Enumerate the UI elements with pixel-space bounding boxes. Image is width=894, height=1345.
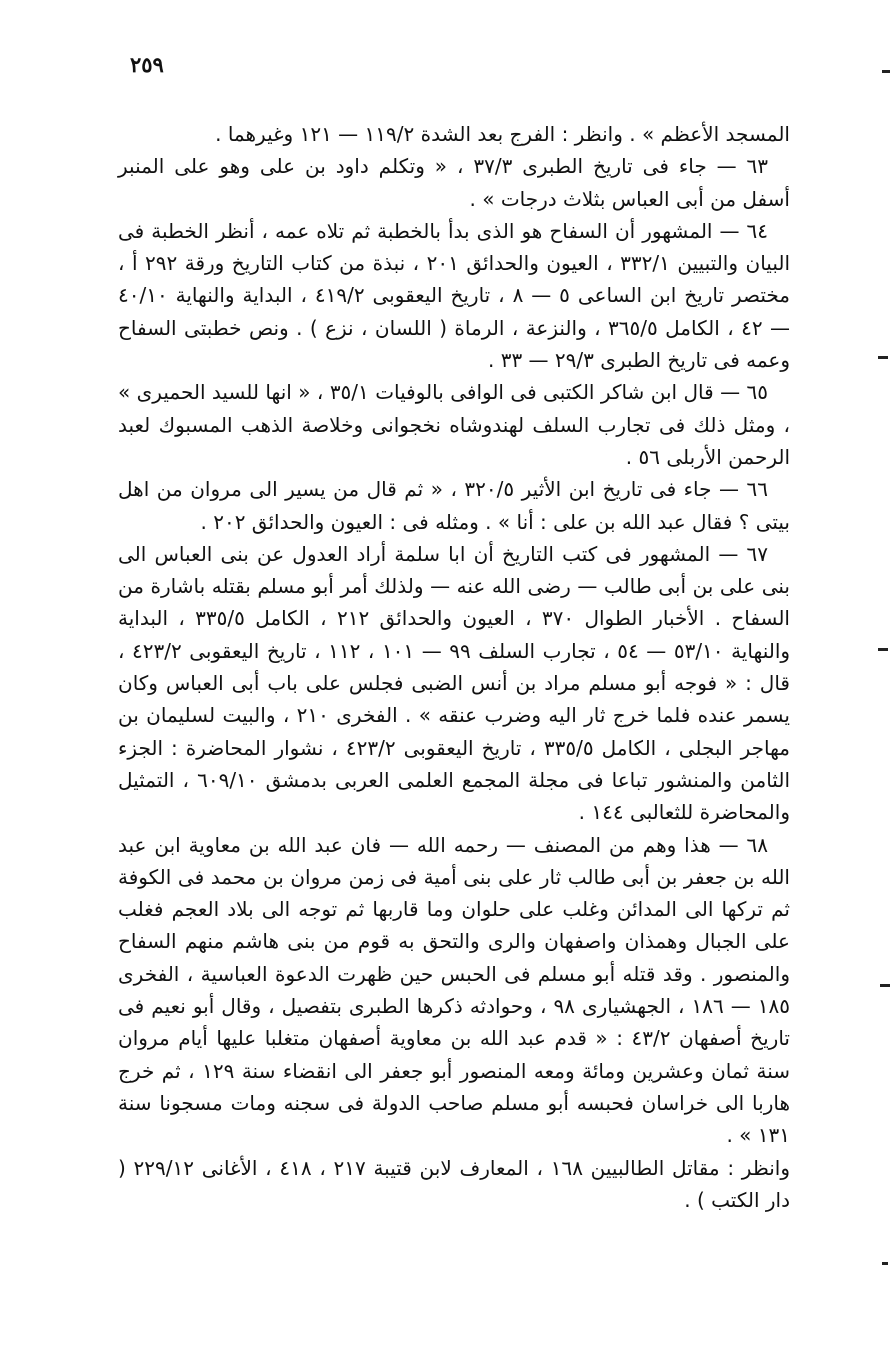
footnotes-body — [118, 118, 790, 1216]
scan-edge-mark — [880, 984, 890, 987]
scan-edge-mark — [878, 648, 888, 651]
note-65: ٦٥ — قال ابن شاكر الكتبى فى الوافى بالوفيات ٣٥/١ ، « انها للسيد الحميرى » ، ومثل ذلك فى تجارب السلف لهندوشاه نخجوانى وخلاصة الذهب المسبوك لعبد الرحمن الأربلى ٥٦ . — [118, 380, 790, 469]
note-64: ٦٤ — المشهور أن السفاح هو الذى بدأ بالخطبة ثم تلاه عمه ، أنظر الخطبة فى البيان والتبيين ٣٣٢/١ ، العيون والحدائق ٢٠١ ، نبذة من كتاب التاريخ ورقة ٢٩٢ أ ، مختصر تاريخ ابن الساعى ٥ — ٨ ، تاريخ اليعقوبى ٤١٩/٢ ، البداية والنهاية ٤٠/١٠ — ٤٢ ، الكامل ٣٦٥/٥ ، والنزعة ، الرماة ( اللسان ، نزع ) . ونص خطبتى السفاح وعمه فى تاريخ الطبرى ٢٩/٣ — ٣٣ . — [118, 218, 791, 373]
note-68: ٦٨ — هذا وهم من المصنف — رحمه الله — فان عبد الله بن معاوية ابن عبد الله بن جعفر بن أبى طالب ثار على بنى أمية فى زمن مروان بن محمد فى الكوفة ثم تركها الى المدائن وغلب على حلوان وما قاربها ثم توجه الى بلاد العجم فغلب على الجبال وهمذان واصفهان والرى والتحق به قوم من بنى هاشم منهم السفاح والمنصور . وقد قتله أبو مسلم فى الحبس حين ظهرت الدعوة العباسية ، الفخرى ١٨٥ — ١٨٦ ، الجهشيارى ٩٨ ، وحوادثه ذكرها الطبرى بتفصيل ، وقال أبو نعيم فى تاريخ أصفهان ٤٣/٢ : « قدم عبد الله بن معاوية أصفهان متغلبا عليها أيام مروان سنة ثمان وعشرين ومائة ومعه المنصور أبو جعفر الى انقضاء سنة ١٢٩ ، ثم خرج هاربا الى خراسان فحبسه أبو مسلم صاحب الدولة فى سجنه ومات مسجونا سنة ١٣١ » . — [118, 832, 791, 1148]
paragraph-see-also: وانظر : مقاتل الطالبيين ١٦٨ ، المعارف لابن قتيبة ٢١٧ ، ٤١٨ ، الأغانى ٢٢٩/١٢ ( دار الكتب ) . — [118, 1155, 791, 1212]
note-66: ٦٦ — جاء فى تاريخ ابن الأثير ٣٢٠/٥ ، « ثم قال من يسير الى مروان من اهل بيتى ؟ فقال عبد الله بن على : أنا » . ومثله فى : العيون والحدائق ٢٠٢ . — [118, 477, 790, 534]
page-number: ٢٥٩ — [130, 52, 164, 77]
note-67: ٦٧ — المشهور فى كتب التاريخ أن ابا سلمة أراد العدول عن بنى العباس الى بنى على بن أبى طالب — رضى الله عنه — ولذلك أمر أبو مسلم بقتله باشارة من السفاح . الأخبار الطوال ٣٧٠ ، العيون والحدائق ٢١٢ ، الكامل ٣٣٥/٥ ، البداية والنهاية ٥٣/١٠ — ٥٤ ، تجارب السلف ٩٩ — ١٠١ ، ١١٢ ، تاريخ اليعقوبى ٤٢٣/٢ ، قال : « فوجه أبو مسلم مراد بن أنس الضبى فجلس على باب أبى العباس وكان يسمر عنده فلما خرج ثار اليه وضرب عنقه » . الفخرى ٢١٠ ، والبيت لسليمان بن مهاجر البجلى ، الكامل ٣٣٥/٥ ، تاريخ اليعقوبى ٤٢٣/٢ ، نشوار المحاضرة : الجزء الثامن والمنشور تباعا فى مجلة المجمع العلمى العربى بدمشق ٦٠٩/١٠ ، التمثيل والمحاضرة للثعالبى ١٤٤ . — [118, 541, 791, 825]
paragraph-continuation-top: المسجد الأعظم » . وانظر : الفرج بعد الشدة ١١٩/٢ — ١٢١ وغيرهما . — [215, 122, 790, 146]
scan-edge-mark — [878, 356, 888, 359]
scan-edge-mark — [882, 1262, 888, 1265]
note-63: ٦٣ — جاء فى تاريخ الطبرى ٣٧/٣ ، « وتكلم داود بن على وهو على المنبر أسفل من أبى العباس بثلاث درجات » . — [118, 154, 790, 211]
scan-edge-mark — [882, 70, 890, 73]
